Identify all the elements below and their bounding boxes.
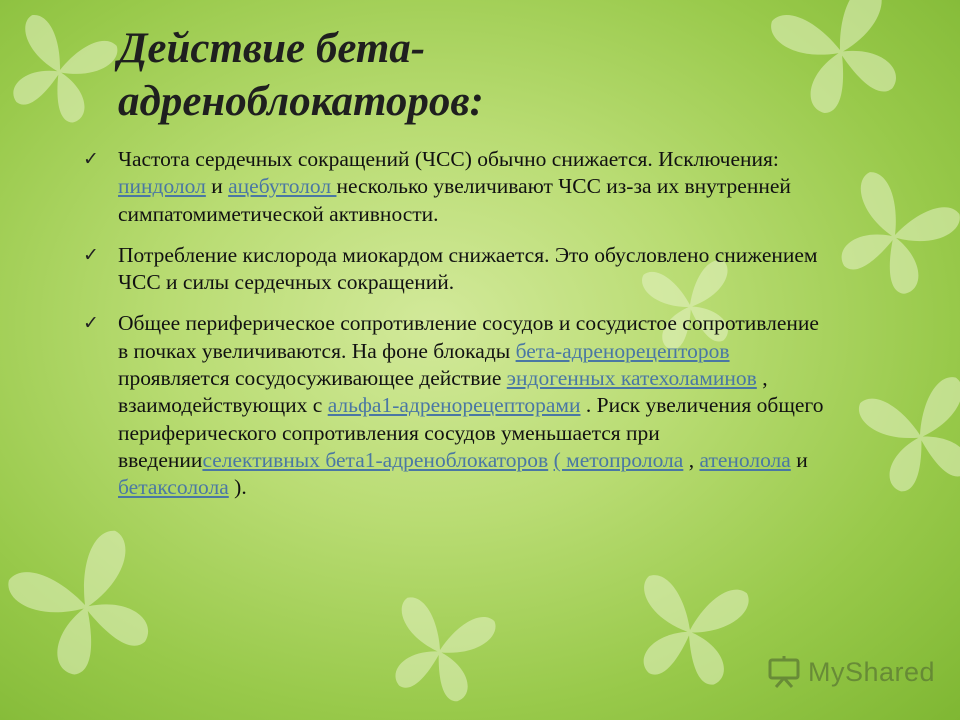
link-acebutolol[interactable]: ацебутолол xyxy=(228,174,337,199)
bullet-item-resistance xyxy=(83,310,833,501)
link-atenolol[interactable]: атенолола xyxy=(699,447,791,472)
link-pindolol[interactable]: пиндолол xyxy=(118,174,206,199)
text: проявляется сосудосуживающее действие xyxy=(118,366,507,391)
checkmark-icon: ✓ xyxy=(83,312,99,335)
butterfly-icon xyxy=(848,366,960,503)
butterfly-icon xyxy=(0,4,129,136)
butterfly-icon xyxy=(612,564,769,697)
bullet-list xyxy=(83,146,833,516)
bullet-item-heart-rate xyxy=(83,146,833,228)
butterfly-icon xyxy=(0,514,180,695)
link-metoprolol[interactable]: ( метопролола xyxy=(553,447,684,472)
butterfly-icon xyxy=(369,586,511,714)
link-betaxolol[interactable]: бетаксолола xyxy=(118,475,229,500)
checkmark-icon: ✓ xyxy=(83,148,99,170)
text: и xyxy=(790,447,808,472)
text: несколько увеличивают ЧСС из-за их внутренней симпатомиметической активности. xyxy=(118,174,791,226)
bullet-item-oxygen xyxy=(83,242,833,297)
logo-text: MyShared xyxy=(808,656,936,687)
text: Частота сердечных сокращений (ЧСС) обычно снижается. Исключения: xyxy=(118,147,779,171)
watermark-logo xyxy=(766,654,935,690)
link-selective-beta1-blockers[interactable]: селективных бета1-адреноблокаторов xyxy=(202,447,549,472)
link-alpha1-adrenoreceptors[interactable]: альфа1-адренорецепторами xyxy=(327,393,581,418)
slide-title xyxy=(118,22,678,128)
text: ). xyxy=(228,475,247,500)
butterfly-icon xyxy=(813,158,960,313)
title-line-2: адреноблокаторов: xyxy=(118,78,484,125)
text: , xyxy=(683,447,700,472)
link-endogenous-catecholamines[interactable]: эндогенных катехоламинов xyxy=(506,366,757,391)
text: Общее периферическое сопротивление сосудов и сосудистое сопротивление в почках увеличиваются. На фоне блокады xyxy=(118,311,819,363)
text: . Риск увеличения общего периферического сопротивления сосудов уменьшается при введении xyxy=(118,393,824,472)
text: Потребление кислорода миокардом снижается. Это обусловлено снижением ЧСС и силы сердечных сокращений. xyxy=(118,242,818,295)
presentation-board-icon xyxy=(766,654,802,690)
butterfly-icon xyxy=(744,0,935,134)
text: , взаимодействующих с xyxy=(118,366,768,418)
text: и xyxy=(205,174,229,199)
checkmark-icon: ✓ xyxy=(83,243,99,266)
title-line-1: Действие бета- xyxy=(118,25,426,72)
link-beta-adrenoreceptors[interactable]: бета-адренорецепторов xyxy=(515,338,730,363)
